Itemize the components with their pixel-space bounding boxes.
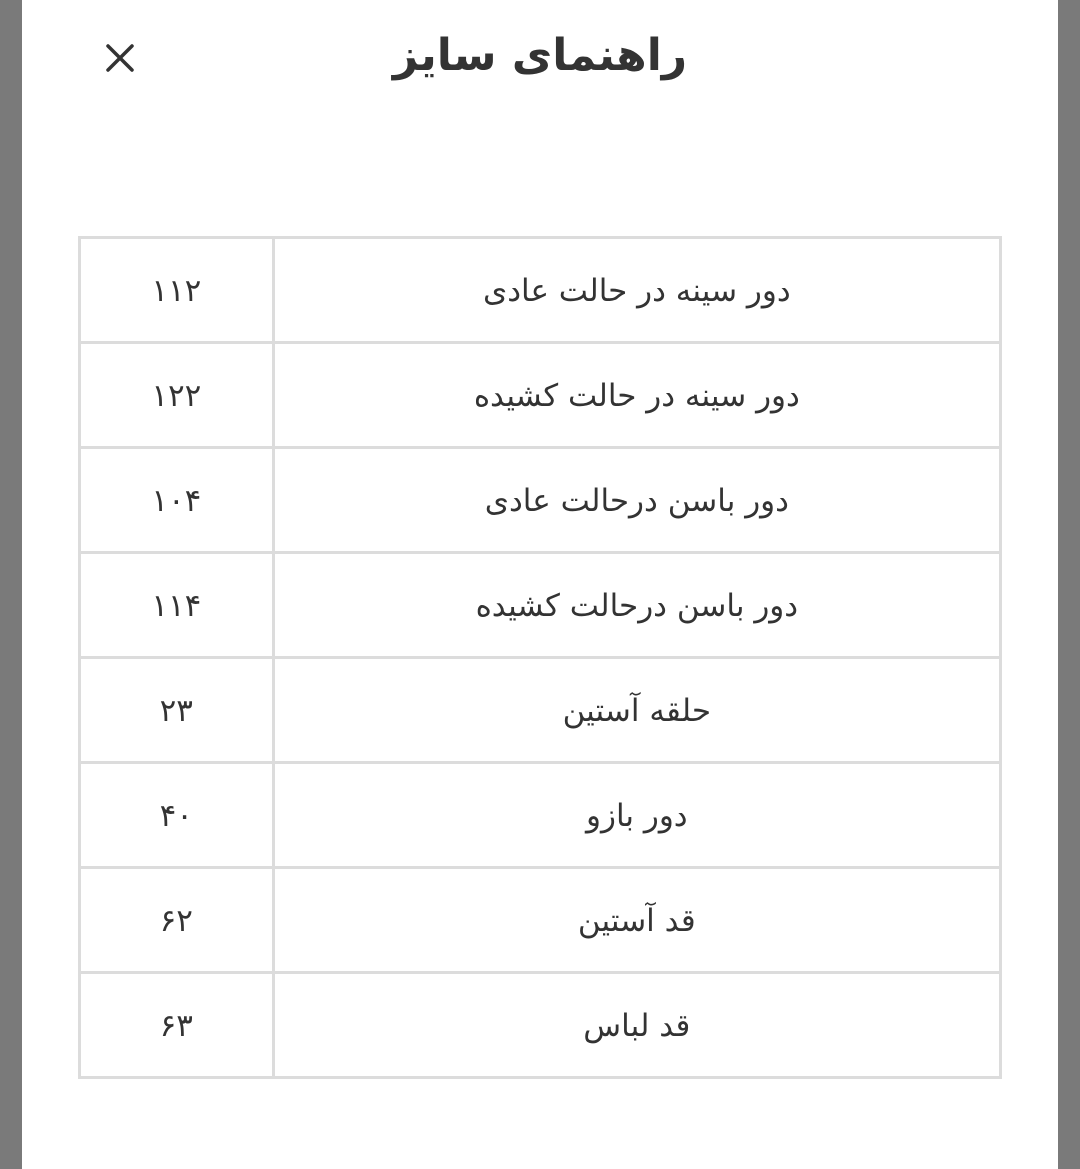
table-row (80, 448, 1001, 553)
measurement-value: ۲۳ (80, 658, 274, 763)
measurement-label: قد لباس (273, 973, 1000, 1078)
table-row (80, 658, 1001, 763)
measurement-label: دور سینه در حالت عادی (273, 238, 1000, 343)
measurement-value: ۴۰ (80, 763, 274, 868)
measurement-label: دور باسن درحالت عادی (273, 448, 1000, 553)
measurement-value: ۱۱۴ (80, 553, 274, 658)
table-row (80, 238, 1001, 343)
table-row (80, 973, 1001, 1078)
measurement-label: دور بازو (273, 763, 1000, 868)
measurement-value: ۱۰۴ (80, 448, 274, 553)
size-table (78, 236, 1002, 1079)
measurement-value: ۱۱۲ (80, 238, 274, 343)
measurement-value: ۶۳ (80, 973, 274, 1078)
measurement-label: حلقه آستین (273, 658, 1000, 763)
size-guide-dialog (22, 0, 1058, 1169)
measurement-label: قد آستین (273, 868, 1000, 973)
table-row (80, 868, 1001, 973)
measurement-value: ۱۲۲ (80, 343, 274, 448)
dialog-title: راهنمای سایز (392, 30, 688, 81)
measurement-label: دور سینه در حالت کشیده (273, 343, 1000, 448)
table-row (80, 553, 1001, 658)
measurement-value: ۶۲ (80, 868, 274, 973)
table-row (80, 343, 1001, 448)
table-row (80, 763, 1001, 868)
measurement-label: دور باسن درحالت کشیده (273, 553, 1000, 658)
